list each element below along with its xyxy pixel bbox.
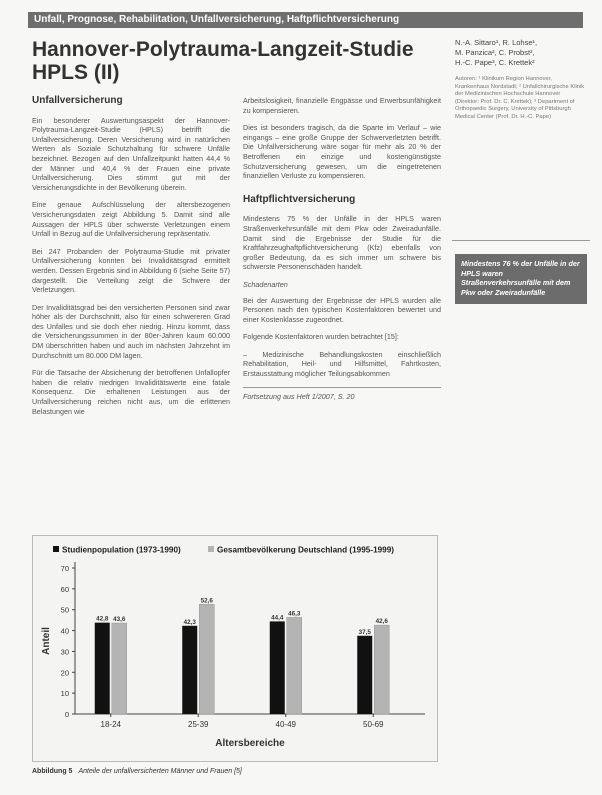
legend-label: Studienpopulation (1973-1990) xyxy=(62,545,181,555)
author-list xyxy=(455,38,585,68)
data-label: 42,8 xyxy=(96,615,109,623)
author-line: N.-A. Sittaro¹, R. Lohse¹, xyxy=(455,38,538,47)
data-label: 42,6 xyxy=(375,618,388,626)
x-tick-label: 40-49 xyxy=(275,720,296,729)
paragraph: Der Invaliditätsgrad bei den versicherten Personen sind zwar höher als der Durchschnitt, also für einen schwereren Grad des Unfalles und sie doch eher niedrig. Hinzu kommt, dass die Versicherungssummen in der 80er-Jahren kaum 60.000 DM überschritten haben und auch im nächsten Jahrzehnt im Durchschnitt um 80.000 DM lagen. xyxy=(32,302,230,360)
data-label: 43,6 xyxy=(113,616,126,624)
bar-chart xyxy=(32,535,438,762)
article-title: Hannover-Polytrauma-Langzeit-Studie HPLS (II) xyxy=(32,38,414,84)
paragraph: Ein besonderer Auswertungsaspekt der Hannover-Polytrauma-Langzeit-Studie (HPLS) betrifft die Unfallversicherung. Deren Versicherung wird in natürlichen Werten als Soziale Schutzhaltung für schwere Unfälle bezeichnet. Bezogen auf den Unfallzeitpunkt hatten 44,4 % der Männer und 40,4 % der Frauen eine private Unfallversicherung. Dies stimmt gut mit der Versicherungsdichte in der Bevölkerung überein. xyxy=(32,115,230,192)
divider xyxy=(452,240,590,241)
section-heading: Unfallversicherung xyxy=(32,95,123,106)
figure-caption xyxy=(32,768,452,775)
bar xyxy=(112,623,127,714)
legend-swatch xyxy=(53,546,59,552)
y-axis-title: Anteil xyxy=(41,627,52,655)
data-label: 42,3 xyxy=(183,618,196,626)
text-column-middle xyxy=(243,96,441,409)
chart-canvas xyxy=(33,536,437,761)
paragraph: Bei der Auswertung der Ergebnisse der HPLS wurden alle Personen nach den typischen Kostenfaktoren bewertet und einer Kostenklasse zugeordnet. xyxy=(243,295,441,324)
author-line: H.-C. Pape³, C. Krettek² xyxy=(455,58,535,67)
divider xyxy=(243,387,441,388)
y-tick-label: 70 xyxy=(60,564,69,573)
legend-swatch xyxy=(208,546,214,552)
data-label: 44,4 xyxy=(271,614,284,622)
bar xyxy=(287,617,302,714)
y-tick-label: 10 xyxy=(60,689,69,699)
bar xyxy=(270,621,285,714)
paragraph: Bei 247 Probanden der Polytrauma-Studie mit privater Unfallversicherung konnten bei Invaliditätsgrad ermittelt werden. Dessen Ergebnis sind in Abbildung 6 (siehe Seite 57) dargestellt. Die Verteilung zeigt die Schwere der Verletzungen. xyxy=(32,246,230,295)
text-column-left xyxy=(32,96,230,424)
pull-quote: Mindestens 76 % der Unfälle in der HPLS waren Straßenverkehrsunfälle mit dem Pkw oder Zweiradunfälle xyxy=(455,254,587,304)
paragraph: Eine genaue Aufschlüsselung der altersbezogenen Versicherungsdaten zeigt Abbildung 5. Damit sind alle Aussagen der HPLS über schwerste Verletzungen einem Unfall in Bezug auf die Unfallversicherung repräsentativ. xyxy=(32,200,230,239)
caption-text: Anteile der unfallversicherten Männer und Frauen [5] xyxy=(78,768,242,775)
author-affiliation: Autoren: ¹ Klinikum Region Hannover, Krankenhaus Nordstadt; ² Unfallchirurgische Klinik der Medizinischen Hochschule Hannover (Direktor: Prof. Dr. C. Krettek); ³ Department of Orthopaedic Surgery, University of Pittsburgh Medical Center (Prof. Dr. H.-C. Pape) xyxy=(455,76,585,120)
continuation-note: Fortsetzung aus Heft 1/2007, S. 20 xyxy=(243,391,355,401)
bar xyxy=(374,625,389,714)
paragraph: Mindestens 75 % der Unfälle in der HPLS waren Straßenverkehrsunfälle mit dem Pkw oder Zweiradunfälle. Damit sind die Ergebnisse der Studie für die Kraftfahrzeughaftpflichtversicherung (Kfz) ebenfalls von großer Bedeutung, da es sich immer um schwere bis schwerste Personenschäden handelt. xyxy=(243,214,441,272)
list-item: – Medizinische Behandlungskosten einschließlich Rehabilitation, Heil- und Hilfsmittel, Fahrtkosten, Erstausstattung möglicher Teilungsabkommen xyxy=(243,349,441,379)
bar xyxy=(95,623,110,714)
bar xyxy=(182,626,197,714)
section-banner: Unfall, Prognose, Rehabilitation, Unfallversicherung, Haftpflichtversicherung xyxy=(28,12,583,28)
y-tick-label: 30 xyxy=(60,647,69,657)
x-tick-label: 25-39 xyxy=(188,720,209,729)
paragraph: Dies ist besonders tragisch, da die Sparte im Verlauf – wie eingangs – eine große Gruppe der Schwerverletzten betrifft. Die Unfallversicherung wäre sogar für mehr als 20 % der Betroffenen ein einzige und kostengünstigste Schutzversicherung gewesen, um die eingetretenen finanziellen Verluste zu kompensieren. xyxy=(243,123,441,181)
y-tick-label: 20 xyxy=(60,668,69,678)
y-tick-label: 50 xyxy=(60,605,69,615)
bar xyxy=(199,604,214,714)
author-line: M. Panzica², C. Probst², xyxy=(455,48,535,57)
x-tick-label: 18-24 xyxy=(100,720,121,729)
section-heading: Haftpflichtversicherung xyxy=(243,193,356,205)
data-label: 52,6 xyxy=(200,597,213,605)
y-tick-label: 0 xyxy=(64,710,69,719)
bar xyxy=(357,636,372,714)
paragraph: Arbeitslosigkeit, finanzielle Engpässe und Erwerbsunfähigkeit zu kompensieren. xyxy=(243,96,441,115)
x-tick-label: 50-69 xyxy=(363,720,384,729)
paragraph: Für die Tatsache der Absicherung der betroffenen Unfallopfer haben die relativ niedrigen Invaliditätswerte eine fatale Konsequenz. Die erhaltenen Leistungen aus der Unfallversicherung reichen nicht aus, um die erlittenen Belastungen wie xyxy=(32,368,230,416)
caption-label: Abbildung 5 xyxy=(32,768,73,775)
paragraph: Folgende Kostenfaktoren wurden betrachtet [15]: xyxy=(243,332,399,342)
y-tick-label: 40 xyxy=(60,626,69,636)
x-axis-title: Altersbereiche xyxy=(215,738,285,749)
data-label: 46,3 xyxy=(288,610,301,618)
y-tick-label: 60 xyxy=(60,584,69,594)
subheading: Schadenarten xyxy=(243,279,288,289)
legend-label: Gesamtbevölkerung Deutschland (1995-1999) xyxy=(217,545,395,555)
data-label: 37,5 xyxy=(358,628,371,636)
